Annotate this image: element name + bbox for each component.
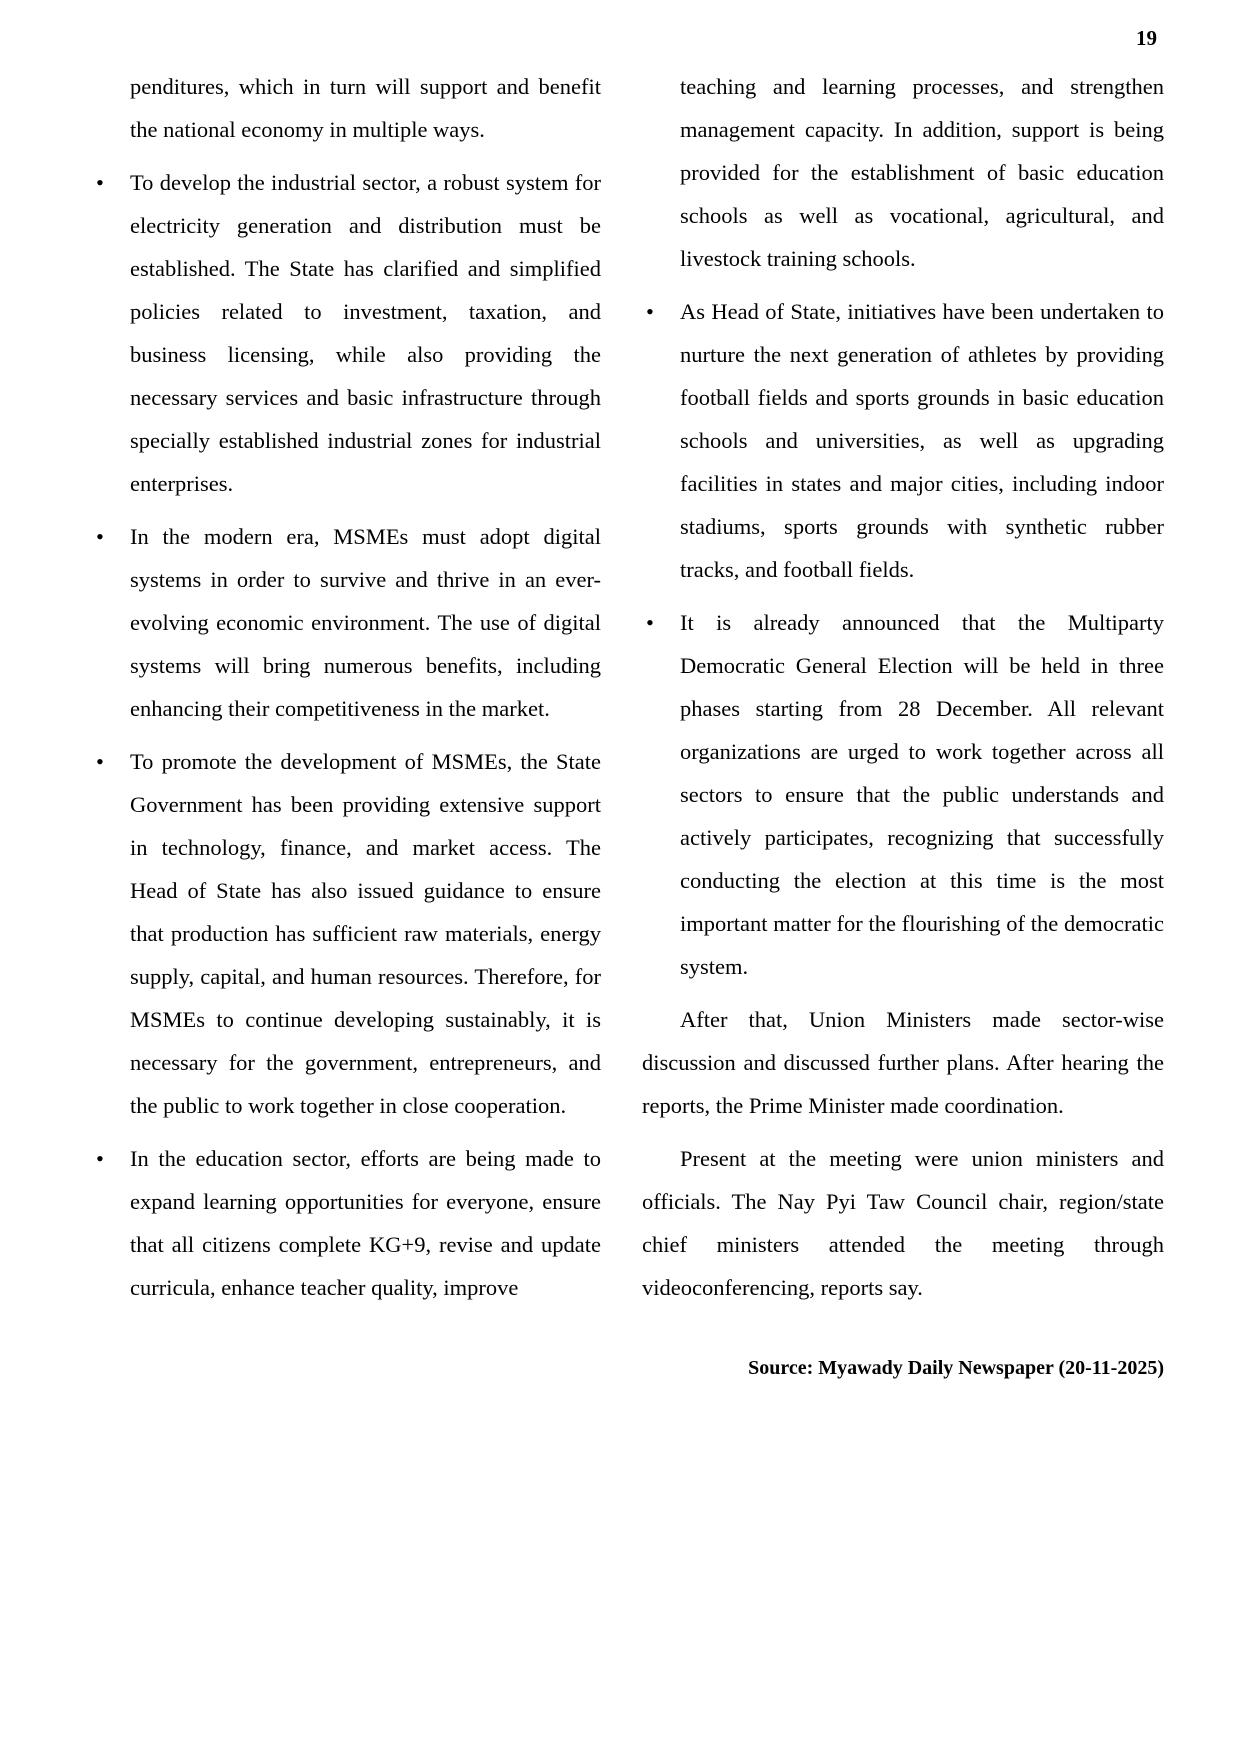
bullet-item	[642, 601, 1164, 988]
bullet-item-text: To promote the development of MSMEs, the State Government has been providing extensive support in technology, finance, and market access. The Head of State has also issued guidance to ensure that production has sufficient raw materials, energy supply, capital, and human resources. Therefore, for MSMEs to continue developing sustainably, it is necessary for the government, entrepreneurs, and the public to work together in close cooperation.	[130, 749, 601, 1118]
right-column	[642, 65, 1164, 1381]
bullet-item-text: To develop the industrial sector, a robust system for electricity generation and distribution must be established. The State has clarified and simplified policies related to investment, taxation, and business licensing, while also providing the necessary services and basic infrastructure through specially established industrial zones for industrial enterprises.	[130, 170, 601, 496]
paragraph-continuation	[96, 65, 601, 151]
bullet-glyph: •	[96, 524, 104, 549]
bullet-item-text: As Head of State, initiatives have been undertaken to nurture the next generation of athletes by providing football fields and sports grounds in basic education schools and universities, as well as upgrading facilities in states and major cities, including indoor stadiums, sports grounds with synthetic rubber tracks, and football fields.	[680, 299, 1164, 582]
paragraph-text: Present at the meeting were union ministers and officials. The Nay Pyi Taw Council chair, region/state chief ministers attended the meeting through videoconferencing, reports say.	[642, 1146, 1164, 1300]
bullet-item	[642, 290, 1164, 591]
bullet-glyph: •	[96, 170, 104, 195]
left-column	[96, 65, 601, 1309]
bullet-item	[96, 1137, 601, 1309]
bullet-item-text: It is already announced that the Multiparty Democratic General Election will be held in three phases starting from 28 December. All relevant organizations are urged to work together across all sectors to ensure that the public understands and actively participates, recognizing that successfully conducting the election at this time is the most important matter for the flourishing of the democratic system.	[680, 610, 1164, 979]
page-number: 19	[1136, 26, 1157, 50]
paragraph-continuation	[642, 65, 1164, 280]
bullet-item	[96, 740, 601, 1127]
body-paragraph	[642, 998, 1164, 1127]
bullet-glyph: •	[96, 1146, 104, 1171]
paragraph-text: penditures, which in turn will support and benefit the national economy in multiple ways.	[130, 74, 601, 142]
bullet-glyph: •	[646, 610, 654, 635]
bullet-glyph: •	[646, 299, 654, 324]
bullet-item	[96, 515, 601, 730]
paragraph-text: After that, Union Ministers made sector-wise discussion and discussed further plans. After hearing the reports, the Prime Minister made coordination.	[642, 1007, 1164, 1118]
bullet-glyph: •	[96, 749, 104, 774]
body-paragraph	[642, 1137, 1164, 1309]
source-line: Source: Myawady Daily Newspaper (20-11-2025)	[748, 1357, 1164, 1379]
paragraph-text: teaching and learning processes, and strengthen management capacity. In addition, support is being provided for the establishment of basic education schools as well as vocational, agricultural, and livestock training schools.	[680, 74, 1164, 271]
bullet-item-text: In the modern era, MSMEs must adopt digital systems in order to survive and thrive in an ever-evolving economic environment. The use of digital systems will bring numerous benefits, including enhancing their competitiveness in the market.	[130, 524, 601, 721]
bullet-item-text: In the education sector, efforts are being made to expand learning opportunities for everyone, ensure that all citizens complete KG+9, revise and update curricula, enhance teacher quality, improve	[130, 1146, 601, 1300]
bullet-item	[96, 161, 601, 505]
